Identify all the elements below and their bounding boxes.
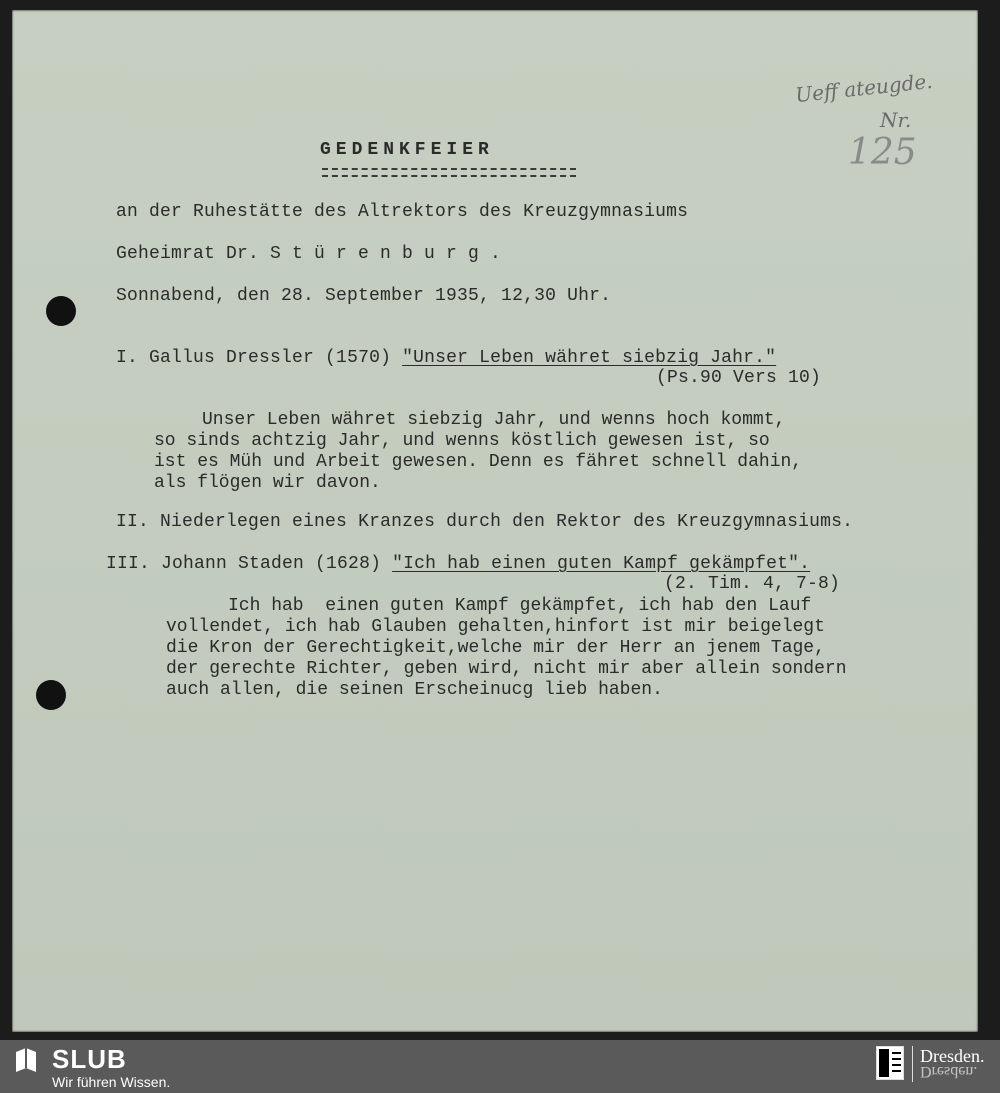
header-line-person: Geheimrat Dr. S t ü r e n b u r g .	[116, 244, 502, 264]
item-2-heading	[116, 512, 853, 532]
footer-brand[interactable]: SLUB	[52, 1044, 127, 1074]
item-1-composer: Gallus Dressler (1570)	[149, 348, 403, 368]
item-1-body	[154, 410, 802, 494]
title-underline	[322, 168, 576, 177]
item-3-body	[166, 596, 847, 701]
item-3-body-line: auch allen, die seinen Erscheinucg lieb haben.	[166, 680, 663, 700]
punch-hole-bottom	[36, 680, 66, 710]
header-line-location: an der Ruhestätte des Altrektors des Kreuzgymnasiums	[116, 202, 689, 222]
slub-logo-icon[interactable]	[12, 1046, 40, 1076]
item-3-numeral: III.	[106, 554, 151, 574]
item-3-reference: (2. Tim. 4, 7-8)	[664, 574, 841, 594]
item-2-text: Niederlegen eines Kranzes durch den Rektor des Kreuzgymnasiums.	[160, 512, 854, 532]
footer-partner[interactable]: Dresden.	[920, 1046, 985, 1066]
item-1-numeral: I.	[116, 348, 139, 368]
handwritten-number: 125	[848, 132, 917, 173]
item-3-quote: "Ich hab einen guten Kampf gekämpfet".	[392, 554, 811, 574]
header-line-date: Sonnabend, den 28. September 1935, 12,30 Uhr.	[116, 286, 612, 306]
item-3-body-line: der gerechte Richter, geben wird, nicht mir aber allein sondern	[166, 659, 847, 679]
item-3-heading	[106, 554, 810, 574]
punch-hole-top	[46, 296, 76, 326]
item-1-quote: "Unser Leben währet siebzig Jahr."	[402, 348, 777, 368]
item-3-composer: Johann Staden (1628)	[161, 554, 393, 574]
item-3-body-line: vollendet, ich hab Glauben gehalten,hinfort ist mir beigelegt	[166, 617, 825, 637]
footer-separator	[912, 1046, 913, 1082]
handwritten-nr: Nr.	[880, 108, 912, 132]
item-1-body-line: Unser Leben währet siebzig Jahr, und wenns hoch kommt,	[202, 410, 786, 430]
item-1-heading	[116, 348, 776, 368]
dresden-crest-icon	[876, 1046, 904, 1080]
item-1-body-line: ist es Müh und Arbeit gewesen. Denn es fähret schnell dahin,	[154, 452, 803, 472]
footer-tagline: Wir führen Wissen.	[52, 1074, 171, 1090]
item-3-body-line: die Kron der Gerechtigkeit,welche mir der Herr an jenem Tage,	[166, 638, 825, 658]
document-title: GEDENKFEIER	[320, 140, 494, 160]
handwritten-note: Ueff ateugde.	[794, 68, 934, 108]
footer-bar	[0, 1040, 1000, 1093]
item-3-body-line: Ich hab einen guten Kampf gekämpfet, ich hab den Lauf	[228, 596, 812, 616]
item-1-body-line: so sinds achtzig Jahr, und wenns köstlich gewesen ist, so	[154, 431, 770, 451]
item-1-reference: (Ps.90 Vers 10)	[656, 368, 822, 388]
item-2-numeral: II.	[116, 512, 150, 532]
footer-partner-mirror: Dresden.	[920, 1063, 978, 1080]
item-1-body-line: als flögen wir davon.	[154, 473, 381, 493]
